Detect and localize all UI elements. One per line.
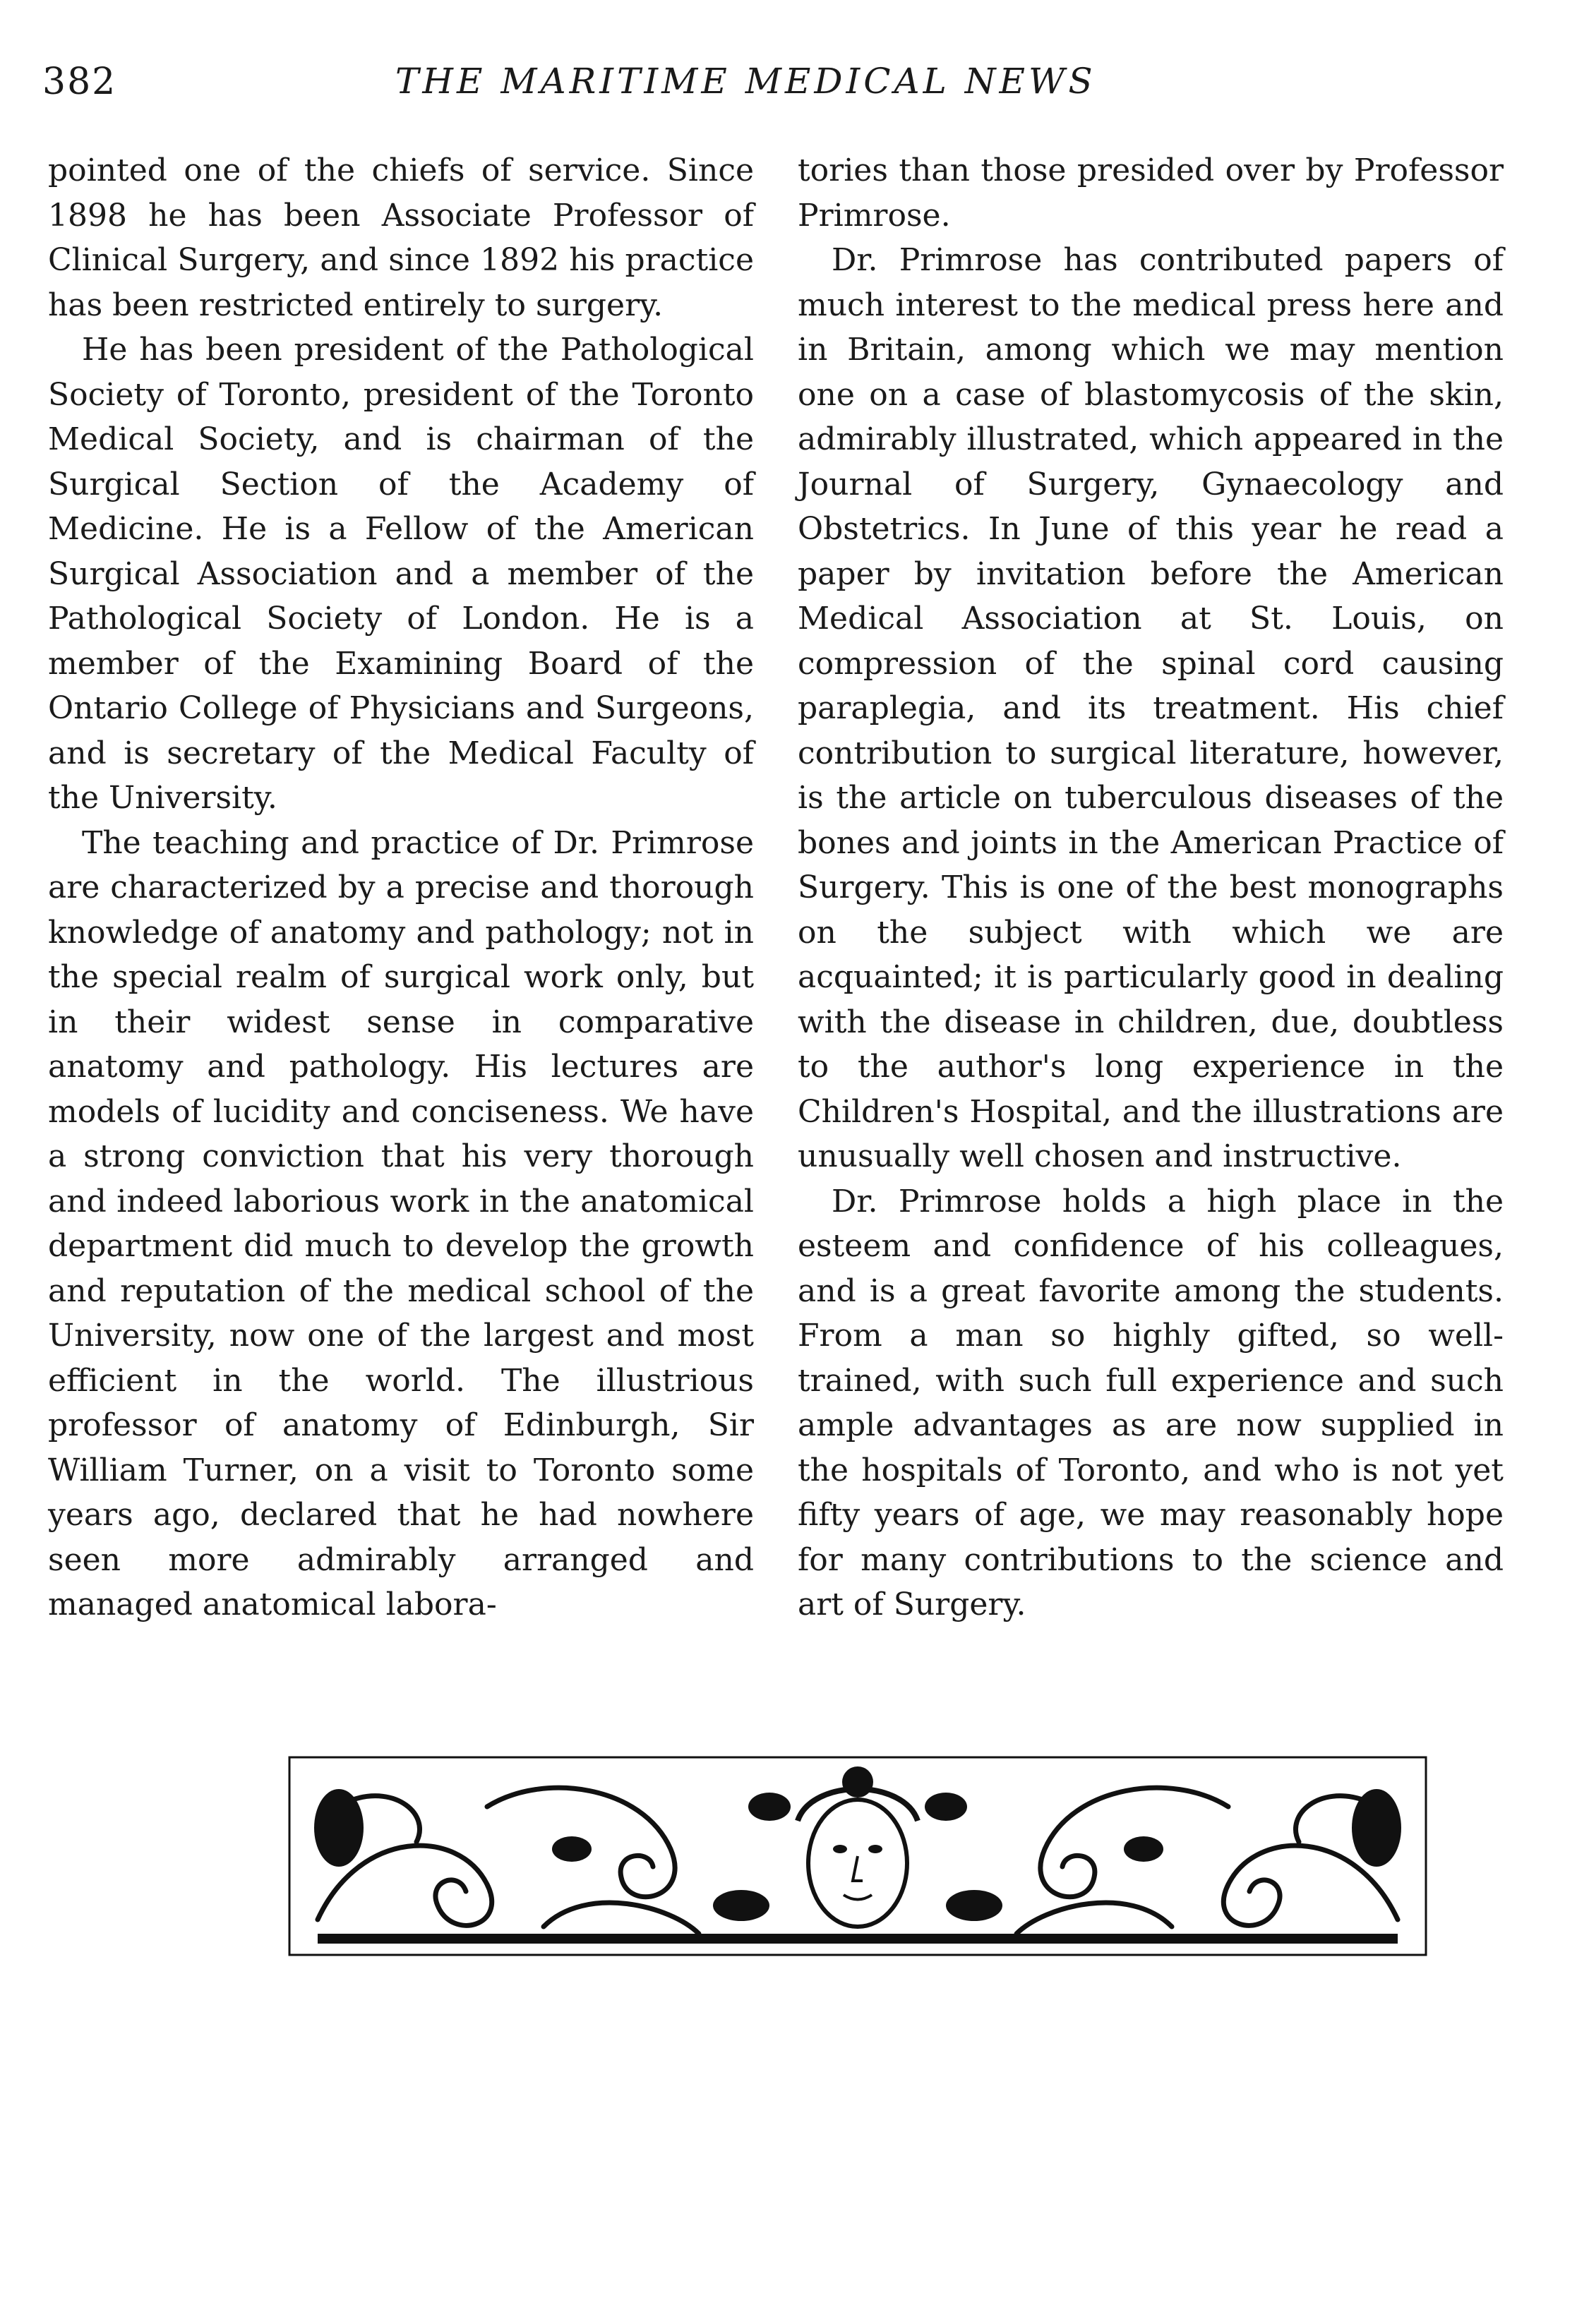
left-paragraph-1: pointed one of the chiefs of service. Since 1898 he has been Associate Professor of Clinical Surgery, and since 1892 his practice has been restricted entirely to surgery.	[48, 152, 754, 323]
page-number: 382	[42, 61, 117, 103]
left-paragraph-2: He has been president of the Pathological Society of Toronto, president of the Toronto Medical Society, and is chairman of the Surgical Section of the Academy of Medicine. He is a Fellow of the American Surgical Association and a member of the Pathological Society of London. He is a member of the Examining Board of the Ontario College of Physicians and Surgeons, and is secretary of the Medical Faculty of the University.	[48, 332, 754, 816]
page-header	[42, 48, 1165, 112]
right-column	[798, 148, 1504, 1622]
column-divider	[776, 148, 777, 1517]
journal-title: THE MARITIME MEDICAL NEWS	[395, 61, 1096, 102]
left-column	[48, 148, 754, 1622]
left-paragraph-3: The teaching and practice of Dr. Primrose are characterized by a precise and thorough knowledge of anatomy and pathology; not in the special realm of surgical work only, but in their widest sense in comparative anatomy and pathology. His lectures are models of lucidity and conciseness. We have a strong conviction that his very thorough and indeed laborious work in the anatomical department did much to develop the growth and reputation of the medical school of the University, now one of the largest and most efficient in the world. The illustrious professor of anatomy of Edinburgh, Sir William Turner, on a visit to Toronto some years ago, declared that he had nowhere seen more admirably arranged and managed anatomical labora-	[48, 824, 754, 1622]
right-paragraph-2: Dr. Primrose has contributed papers of much interest to the medical press here and in Britain, among which we may mention one on a case of blastomycosis of the skin, admirably illustrated, which appeared in the Journal of Surgery, Gynaecology and Obstetrics. In June of this year he read a paper by invitation before the American Medical Association at St. Louis, on compression of the spinal cord causing paraplegia, and its treatment. His chief contribution to surgical literature, however, is the article on tuberculous diseases of the bones and joints in the American Practice of Surgery. This is one of the best monographs on the subject with which we are acquainted; it is particularly good in dealing with the disease in children, due, doubtless to the author's long experience in the Children's Hospital, and the illustrations are unusually well chosen and instructive.	[798, 242, 1504, 1174]
right-paragraph-3: Dr. Primrose holds a high place in the esteem and confidence of his colleagues, and is a great favorite among the students. From a man so highly gifted, so well-trained, with such full experience and such ample advantages as are now supplied in the hospitals of Toronto, and who is not yet fifty years of age, we may reasonably hope for many contributions to the science and art of Surgery.	[798, 1183, 1504, 1622]
right-paragraph-1: tories than those presided over by Professor Primrose.	[798, 152, 1504, 234]
floral-tailpiece-icon	[275, 1743, 1440, 1969]
